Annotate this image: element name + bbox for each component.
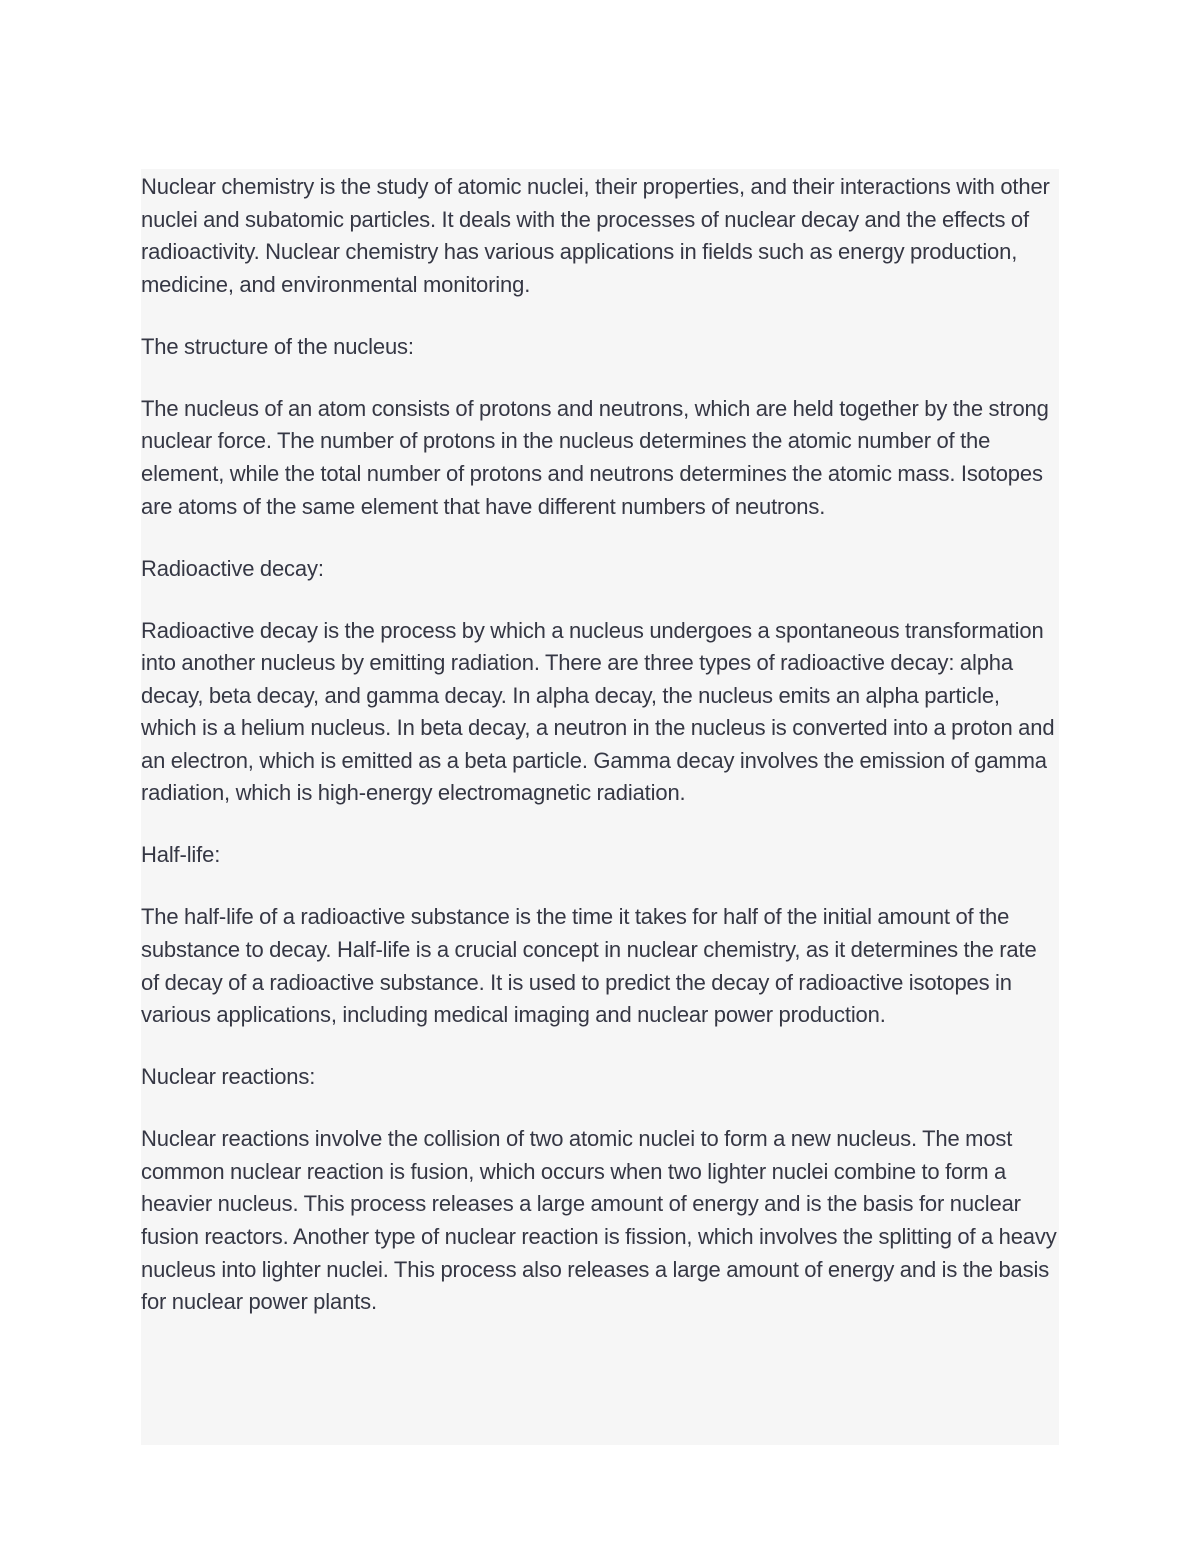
content-block <box>141 169 1059 1445</box>
section-heading-radioactive-decay: Radioactive decay: <box>141 555 324 581</box>
intro-paragraph: Nuclear chemistry is the study of atomic nuclei, their properties, and their interactions with other nuclei and subatomic particles. It deals with the processes of nuclear decay and the effects of radioactivity. Nuclear chemistry has various applications in fields such as energy production, medicine, and environmental monitoring. <box>141 174 1050 297</box>
section-heading-structure: The structure of the nucleus: <box>141 333 414 359</box>
structure-paragraph: The nucleus of an atom consists of protons and neutrons, which are held together by the strong nuclear force. The number of protons in the nucleus determines the atomic number of the element, while the total number of protons and neutrons determines the atomic mass. Isotopes are atoms of the same element that have different numbers of neutrons. <box>141 395 1049 519</box>
radioactive-decay-paragraph: Radioactive decay is the process by which a nucleus undergoes a spontaneous transformation into another nucleus by emitting radiation. There are three types of radioactive decay: alpha decay, beta decay, and gamma decay. In alpha decay, the nucleus emits an alpha particle, which is a helium nucleus. In beta decay, a neutron in the nucleus is converted into a proton and an electron, which is emitted as a beta particle. Gamma decay involves the emission of gamma radiation, which is high-energy electromagnetic radiation. <box>141 617 1055 806</box>
section-heading-nuclear-reactions: Nuclear reactions: <box>141 1064 316 1090</box>
section-heading-half-life: Half-life: <box>141 842 221 868</box>
content-text <box>141 169 1059 1348</box>
nuclear-reactions-paragraph: Nuclear reactions involve the collision of two atomic nuclei to form a new nucleus. The most common nuclear reaction is fusion, which occurs when two lighter nuclei combine to form a heavier nucleus. This process releases a large amount of energy and is the basis for nuclear fusion reactors. Another type of nuclear reaction is fission, which involves the splitting of a heavy nucleus into lighter nuclei. This process also releases a large amount of energy and is the basis for nuclear power plants. <box>141 1126 1057 1315</box>
half-life-paragraph: The half-life of a radioactive substance is the time it takes for half of the initial amount of the substance to decay. Half-life is a crucial concept in nuclear chemistry, as it determines the rate of decay of a radioactive substance. It is used to predict the decay of radioactive isotopes in various applications, including medical imaging and nuclear power production. <box>141 904 1037 1028</box>
